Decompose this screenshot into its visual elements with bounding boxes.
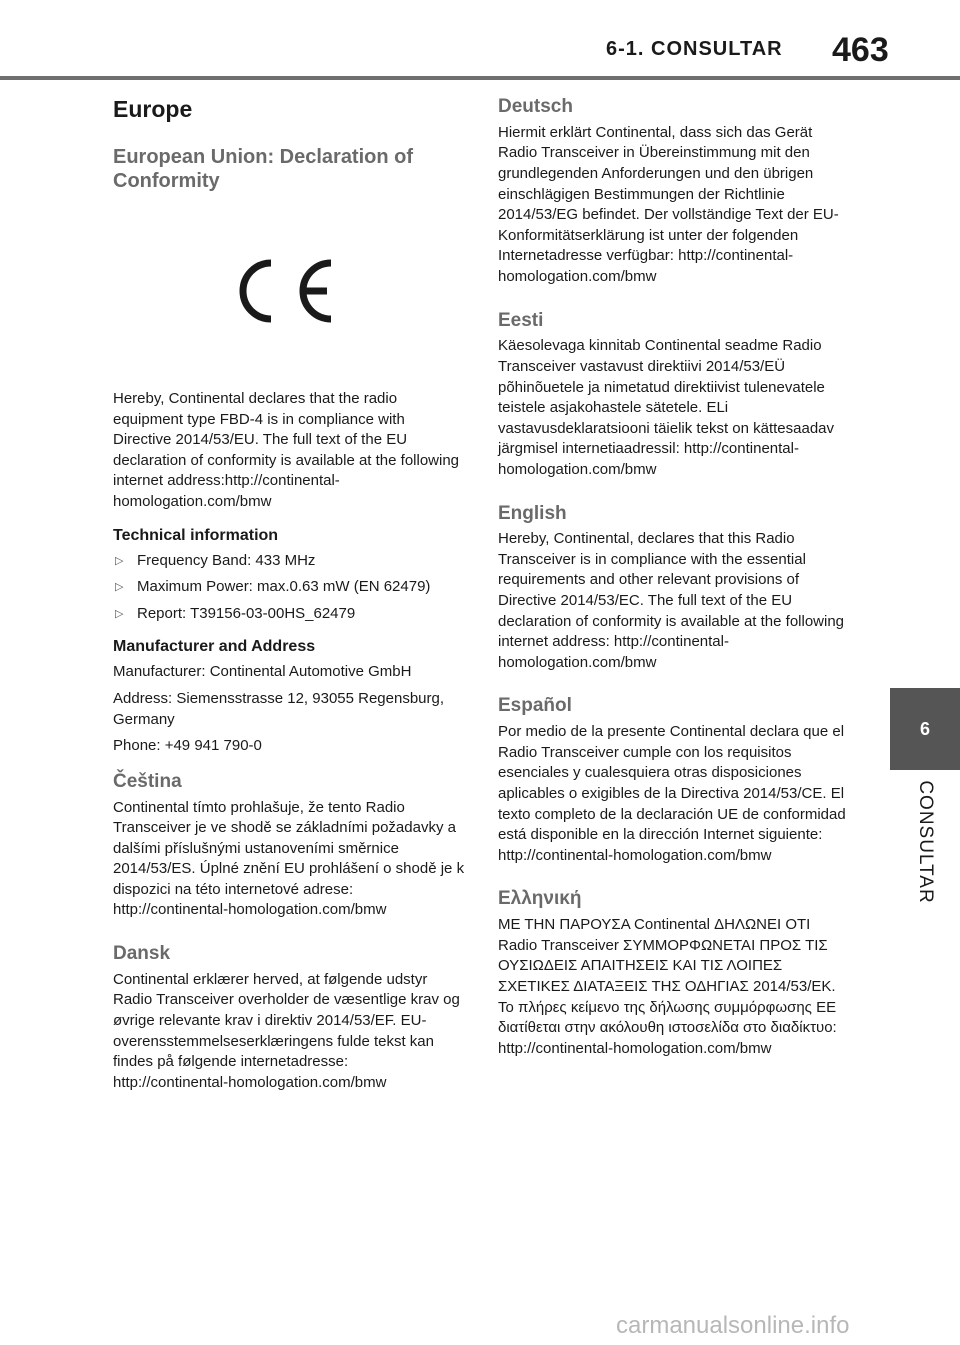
language-text: Continental tímto prohlašuje, že tento Radio Transceiver je ve shodě se základními požadavky a dalšími příslušnými ustanoveními směrnice 2014/53/ES. Úplné znění EU prohlášení o shodě je k dispozici na této internetové adrese: http://continental-homologation.com/bmw [113,798,465,919]
address-text: Address: Siemensstrasse 12, 93055 Regensburg, Germany [113,689,445,728]
chapter-tab[interactable] [890,688,960,770]
watermark: carmanualsonline.info [616,1312,850,1339]
triangle-right-icon: ▷ [115,607,124,620]
chapter-side-label: CONSULTAR [915,780,936,904]
lang-eesti [498,310,850,481]
right-column [498,96,850,1081]
lang-espanol [498,695,850,866]
language-heading: Deutsch [498,96,573,117]
language-heading: Dansk [113,943,171,965]
language-heading: English [498,502,567,524]
ce-mark-icon [233,255,337,327]
language-text: Käesolevaga kinnitab Continental seadme Radio Transceiver vastavust direktiivi 2014/53/EÜ põhinõuetele ja nimetatud direktiivist tulenevatele teistele asjakohastele sätetele. ELi vastavusdeklaratsiooni täielik tekst on kättesaadav järgmisel internetiaadressil: http://continental-homologation.com/bmw [498,337,835,478]
page-number: 463 [832,31,889,69]
lang-cestina [113,771,465,921]
subsection-title: European Union: Declaration of Conformity [113,146,414,192]
language-heading: Čeština [113,770,182,792]
manufacturer-heading: Manufacturer and Address [113,638,316,656]
list-item: ▷ Frequency Band: 433 MHz [113,551,465,572]
list-item: ▷ Maximum Power: max.0.63 mW (EN 62479) [113,577,465,598]
language-heading: Ελληνική [498,888,582,910]
language-text: Hereby, Continental, declares that this Radio Transceiver is in compliance with the essential requirements and other relevant provisions of Directive 2014/53/EC. The full text of the EU declaration of conformity is available at the following internet address: http://continental-homologation.com/bmw [498,530,845,671]
language-text: Por medio de la presente Continental declara que el Radio Transceiver cumple con los requisitos esenciales y cualesquiera otras disposiciones aplicables o exigibles de la Directiva 2014/53/CE. El texto completo de la declaración UE de conformidad está disponible en la dirección Internet siguiente: http://continental-homologation.com/bmw [498,723,846,864]
chapter-header: 6-1. CONSULTAR [606,38,783,60]
chapter-tab-number: 6 [919,718,930,739]
lang-english [498,503,850,674]
lang-deutsch [498,96,850,288]
lang-ellinika [498,888,850,1059]
phone-text: Phone: +49 941 790-0 [113,737,262,755]
technical-heading: Technical information [113,526,279,544]
section-title: Europe [113,96,193,122]
left-column [113,96,465,1115]
list-item: ▷ Report: T39156-03-00HS_62479 [113,604,465,625]
declaration-text: Hereby, Continental declares that the radio equipment type FBD-4 is in compliance with Directive 2014/53/EU. The full text of the EU declaration of conformity is available at the following internet address:http://continental-homologation.com/bmw [113,390,460,510]
language-text: Continental erklærer herved, at følgende udstyr Radio Transceiver overholder de væsentlige krav og øvrige relevante krav i direktiv 2014/53/EF. EU-overensstemmelseserklæringens fulde tekst kan findes på følgende internetadresse: http://continental-homologation.com/bmw [113,970,460,1091]
language-heading: Eesti [498,309,544,331]
header-divider [0,76,960,80]
triangle-right-icon: ▷ [115,581,124,594]
technical-list [113,551,465,625]
language-text: ΜΕ ΤΗΝ ΠΑΡΟΥΣΑ Continental ΔΗΛΩΝΕΙ ΟΤΙ Radio Transceiver ΣΥΜΜΟΡΦΩΝΕΤΑΙ ΠΡΟΣ ΤΙΣ ΟΥΣΙΩΔΕΙΣ ΑΠΑΙΤΗΣΕΙΣ ΚΑΙ ΤΙΣ ΛΟΙΠΕΣ ΣΧΕΤΙΚΕΣ ΔΙΑΤΑΞΕΙΣ ΤΗΣ ΟΔΗΓΙΑΣ 2014/53/ΕΚ. Το πλήρες κείμενο της δήλωσης συμμόρφωσης ΕΕ διατίθεται στην ακόλουθη ιστοσελίδα στο διαδίκτυο: http://continental-homologation.com/bmw [498,916,837,1057]
triangle-right-icon: ▷ [115,554,124,567]
lang-dansk [113,943,465,1093]
language-text: Hiermit erklärt Continental, dass sich das Gerät Radio Transceiver in Übereinstimmung mit den grundlegenden Anforderungen und den übrigen einschlägigen Bestimmungen der Richtlinie 2014/53/EG befindet. Der vollständige Text der EU-Konformitätserklärung ist unter der folgenden Internetadresse verfügbar: http://continental-homologation.com/bmw [498,123,839,285]
manufacturer-text: Manufacturer: Continental Automotive GmbH [113,663,412,681]
language-heading: Español [498,695,572,717]
